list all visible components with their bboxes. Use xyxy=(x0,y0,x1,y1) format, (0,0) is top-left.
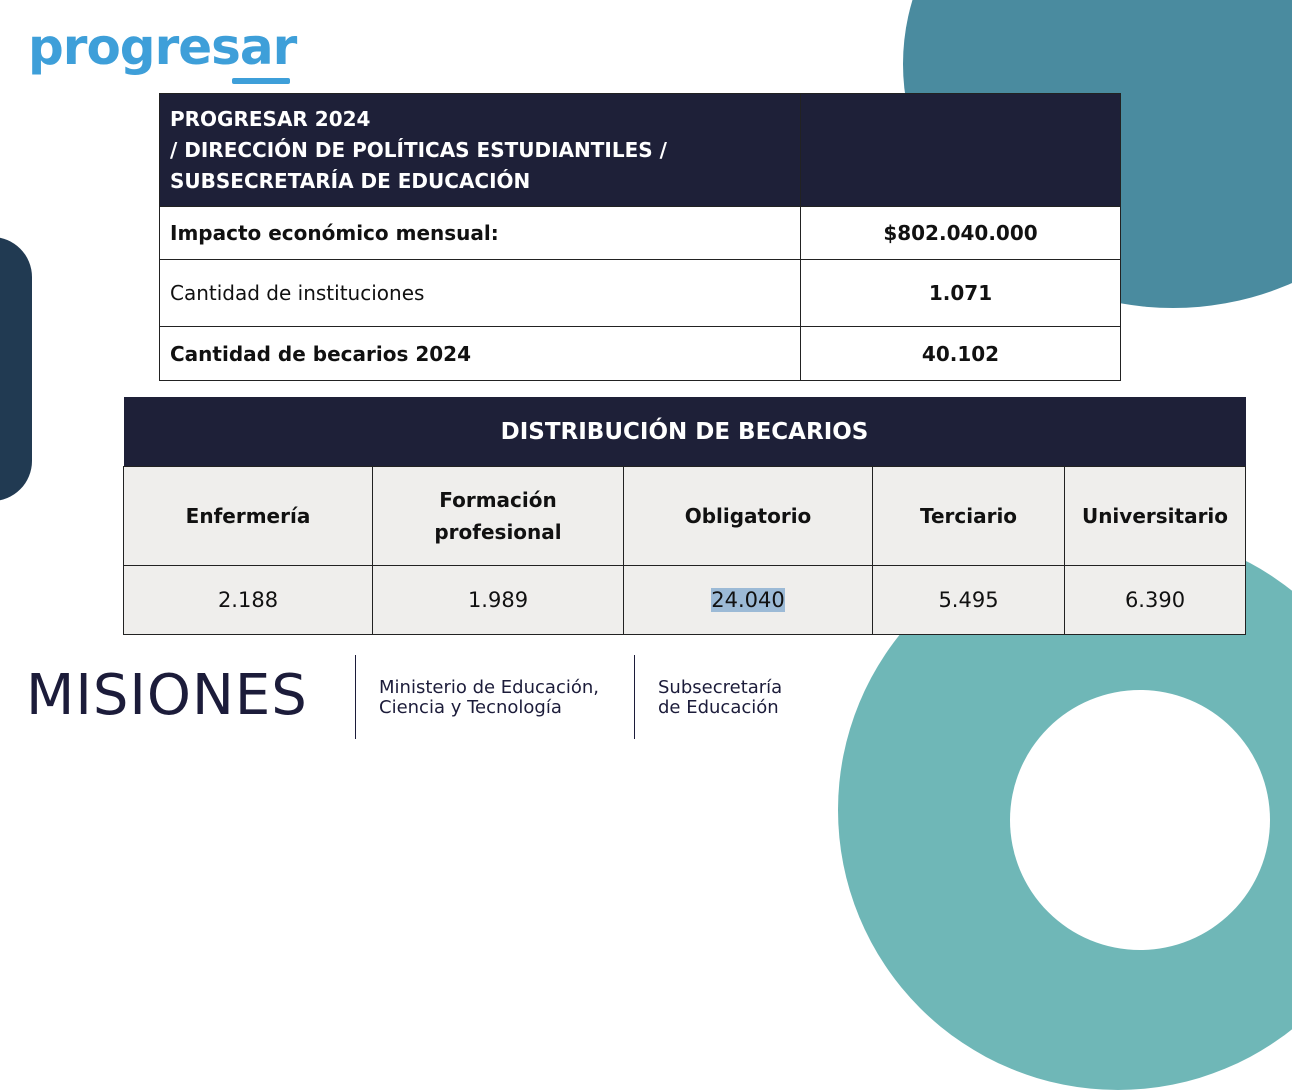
logo-underline xyxy=(232,78,290,84)
decorative-circle-inner xyxy=(1010,690,1270,950)
formacion-profesional-label: Formación profesional xyxy=(434,488,562,544)
summary-row xyxy=(160,327,1121,381)
column-header-terciario: Terciario xyxy=(873,467,1065,566)
summary-header-line-3: SUBSECRETARÍA DE EDUCACIÓN xyxy=(170,168,531,193)
summary-header-line-2: / DIRECCIÓN DE POLÍTICAS ESTUDIANTILES / xyxy=(170,137,667,162)
value-obligatorio-cell[interactable] xyxy=(624,566,873,635)
value-enfermeria: 2.188 xyxy=(124,566,373,635)
subsecretaria-line-1: Subsecretaría xyxy=(658,677,783,698)
misiones-logo: MISIONES xyxy=(26,663,308,728)
column-header-universitario: Universitario xyxy=(1065,467,1246,566)
progresar-logo: progresar xyxy=(28,18,297,76)
subsecretaria-line-2: de Educación xyxy=(658,697,779,718)
column-header-enfermeria: Enfermería xyxy=(124,467,373,566)
summary-value: $802.040.000 xyxy=(801,207,1121,260)
summary-row xyxy=(160,207,1121,260)
summary-row xyxy=(160,260,1121,327)
footer-separator xyxy=(634,655,635,739)
summary-header-cell xyxy=(160,94,801,207)
value-formacion-profesional: 1.989 xyxy=(373,566,624,635)
value-terciario: 5.495 xyxy=(873,566,1065,635)
summary-header-empty-cell xyxy=(801,94,1121,207)
summary-value: 40.102 xyxy=(801,327,1121,381)
decorative-shape-left xyxy=(0,237,32,501)
distribution-header-row xyxy=(124,467,1246,566)
summary-header-line-1: PROGRESAR 2024 xyxy=(170,106,371,131)
distribution-table xyxy=(123,397,1246,635)
summary-label: Cantidad de becarios 2024 xyxy=(160,327,801,381)
ministry-line-2: Ciencia y Tecnología xyxy=(379,697,562,718)
summary-label: Impacto económico mensual: xyxy=(160,207,801,260)
distribution-values-row xyxy=(124,566,1246,635)
footer-separator xyxy=(355,655,356,739)
column-header-formacion-profesional xyxy=(373,467,624,566)
subsecretaria-name xyxy=(658,678,782,718)
summary-value: 1.071 xyxy=(801,260,1121,327)
summary-table xyxy=(159,93,1121,381)
value-universitario: 6.390 xyxy=(1065,566,1246,635)
summary-label: Cantidad de instituciones xyxy=(160,260,801,327)
value-obligatorio-selected-text[interactable]: 24.040 xyxy=(711,588,785,612)
distribution-title: DISTRIBUCIÓN DE BECARIOS xyxy=(124,397,1246,467)
ministry-line-1: Ministerio de Educación, xyxy=(379,677,599,698)
column-header-obligatorio: Obligatorio xyxy=(624,467,873,566)
ministry-name xyxy=(379,678,599,718)
summary-header-row xyxy=(160,94,1121,207)
